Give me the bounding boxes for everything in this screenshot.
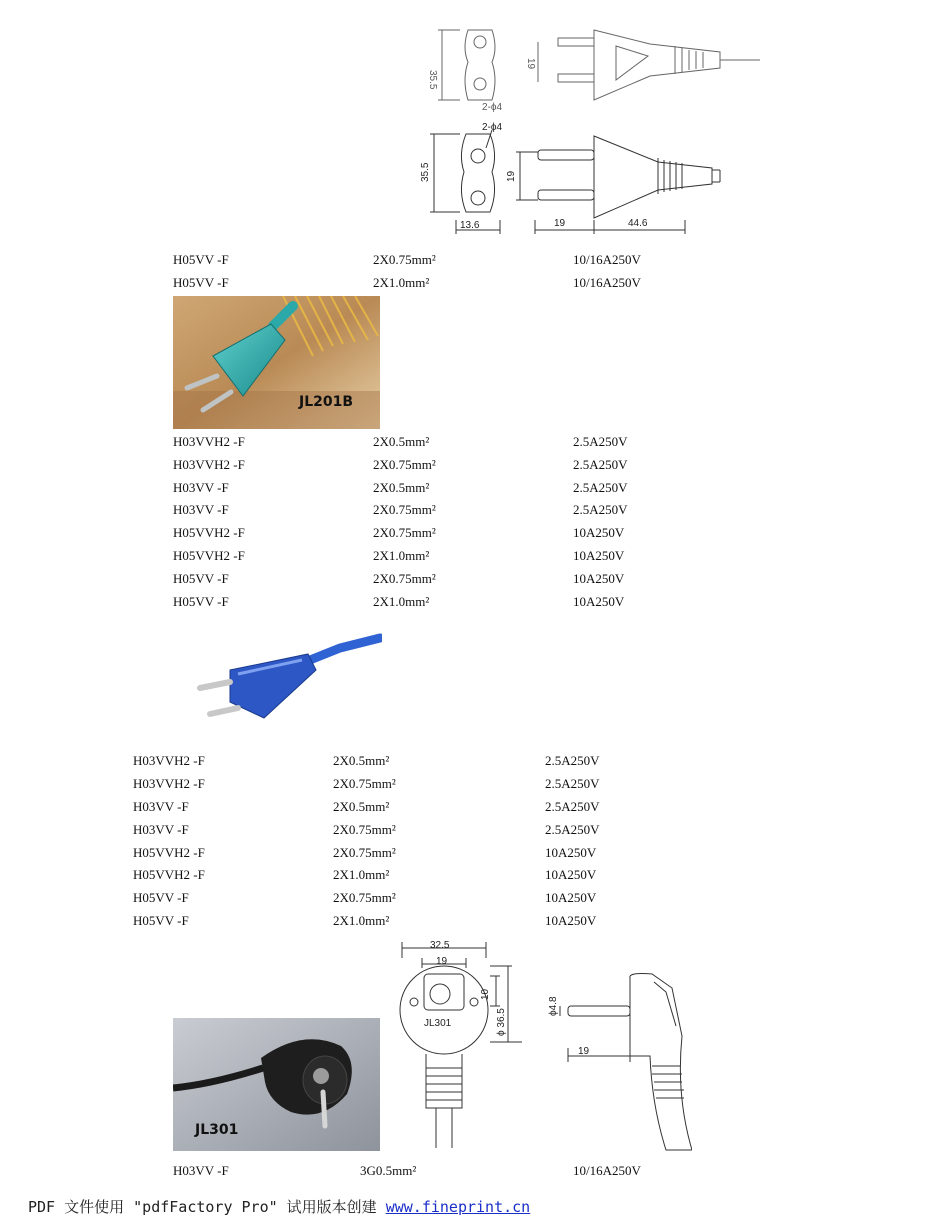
cross-section: 2X1.0mm²	[373, 548, 430, 563]
cross-section: 2X0.5mm²	[373, 434, 430, 449]
rating: 10A250V	[545, 913, 597, 928]
svg-text:35.5: 35.5	[427, 70, 438, 90]
table-row	[0, 774, 950, 794]
dim-side: 10	[480, 988, 491, 1000]
drawing-model-label: JL301	[424, 1018, 452, 1029]
cable-type: H05VV -F	[173, 252, 229, 267]
table-row	[0, 250, 950, 270]
table-row	[0, 592, 950, 612]
svg-text:19: 19	[525, 58, 536, 70]
rating: 2.5A250V	[545, 822, 600, 837]
cross-section: 2X0.75mm²	[373, 525, 436, 540]
svg-text:2-ϕ4: 2-ϕ4	[482, 102, 503, 113]
footer-link[interactable]: www.fineprint.cn	[385, 1198, 531, 1216]
cable-type: H05VVH2 -F	[133, 867, 205, 882]
cable-type: H05VV -F	[133, 913, 189, 928]
cable-type: H03VVH2 -F	[133, 776, 205, 791]
table-row	[0, 797, 950, 817]
table-row	[0, 546, 950, 566]
cross-section: 3G0.5mm²	[360, 1163, 417, 1178]
cable-type: H03VV -F	[133, 799, 189, 814]
cross-section: 2X1.0mm²	[333, 913, 390, 928]
table-row	[0, 911, 950, 931]
dim-inner: 19	[436, 956, 448, 967]
rating: 10A250V	[573, 525, 625, 540]
cable-type: H05VVH2 -F	[133, 845, 205, 860]
cable-type: H03VV -F	[133, 822, 189, 837]
plug-drawing-jl301	[382, 936, 692, 1151]
cross-section: 2X0.5mm²	[333, 753, 390, 768]
cable-type: H03VV -F	[173, 1163, 229, 1178]
rating: 10/16A250V	[573, 1163, 641, 1178]
cross-section: 2X0.75mm²	[373, 457, 436, 472]
rating: 10A250V	[573, 594, 625, 609]
cross-section: 2X1.0mm²	[373, 275, 430, 290]
dim-width: 32.5	[430, 940, 450, 951]
dim-front-height: 35.5	[420, 162, 431, 182]
rating: 2.5A250V	[545, 776, 600, 791]
rating: 10A250V	[545, 867, 597, 882]
rating: 2.5A250V	[573, 457, 628, 472]
cable-type: H05VVH2 -F	[173, 548, 245, 563]
rating: 10A250V	[545, 845, 597, 860]
cross-section: 2X1.0mm²	[373, 594, 430, 609]
cable-type: H03VV -F	[173, 480, 229, 495]
table-row	[0, 455, 950, 475]
rating: 10A250V	[545, 890, 597, 905]
pdf-footer	[28, 1196, 530, 1217]
cross-section: 2X0.75mm²	[333, 822, 396, 837]
rating: 10A250V	[573, 548, 625, 563]
table-row	[0, 523, 950, 543]
dim-pin-dia: ϕ4.8	[548, 996, 559, 1016]
rating: 2.5A250V	[545, 799, 600, 814]
plug-photo-blue	[190, 630, 382, 730]
cable-type: H05VV -F	[173, 571, 229, 586]
footer-text: PDF 文件使用 "pdfFactory Pro" 试用版本创建	[28, 1198, 377, 1216]
cable-type: H05VV -F	[133, 890, 189, 905]
cable-type: H05VV -F	[173, 594, 229, 609]
plug-drawing-top	[420, 22, 770, 237]
rating: 10/16A250V	[573, 275, 641, 290]
cable-type: H03VV -F	[173, 502, 229, 517]
rating: 2.5A250V	[573, 480, 628, 495]
photo-label: JL301	[195, 1122, 239, 1138]
rating: 10A250V	[573, 571, 625, 586]
table-row	[0, 843, 950, 863]
cross-section: 2X0.75mm²	[373, 571, 436, 586]
dim-diameter: ϕ 36.5	[496, 1008, 507, 1036]
cable-type: H05VVH2 -F	[173, 525, 245, 540]
dim-side-height: 19	[506, 170, 517, 182]
cable-type: H03VVH2 -F	[173, 434, 245, 449]
cross-section: 2X0.75mm²	[333, 845, 396, 860]
rating: 2.5A250V	[573, 502, 628, 517]
table-row	[0, 478, 950, 498]
cross-section: 2X0.75mm²	[333, 890, 396, 905]
cable-type: H03VVH2 -F	[173, 457, 245, 472]
rating: 10/16A250V	[573, 252, 641, 267]
table-row	[0, 820, 950, 840]
plug-photo-jl301	[173, 1018, 380, 1151]
table-row	[0, 432, 950, 452]
plug-photo-jl201b	[173, 296, 380, 429]
cross-section: 2X0.5mm²	[333, 799, 390, 814]
table-row	[0, 569, 950, 589]
rating: 2.5A250V	[573, 434, 628, 449]
dim-front-width: 13.6	[460, 220, 480, 231]
cross-section: 2X1.0mm²	[333, 867, 390, 882]
table-row	[0, 1161, 950, 1181]
cross-section: 2X0.75mm²	[333, 776, 396, 791]
table-row	[0, 888, 950, 908]
cable-type: H05VV -F	[173, 275, 229, 290]
table-row	[0, 865, 950, 885]
table-row	[0, 500, 950, 520]
dim-holes: 2-ϕ4	[482, 122, 503, 133]
dim-pin-length: 19	[578, 1046, 590, 1057]
cross-section: 2X0.75mm²	[373, 252, 436, 267]
table-row	[0, 273, 950, 293]
cross-section: 2X0.75mm²	[373, 502, 436, 517]
table-row	[0, 751, 950, 771]
photo-label: JL201B	[299, 394, 354, 410]
dim-body-length: 44.6	[628, 218, 648, 229]
rating: 2.5A250V	[545, 753, 600, 768]
cross-section: 2X0.5mm²	[373, 480, 430, 495]
cable-type: H03VVH2 -F	[133, 753, 205, 768]
dim-pin-length: 19	[554, 218, 566, 229]
